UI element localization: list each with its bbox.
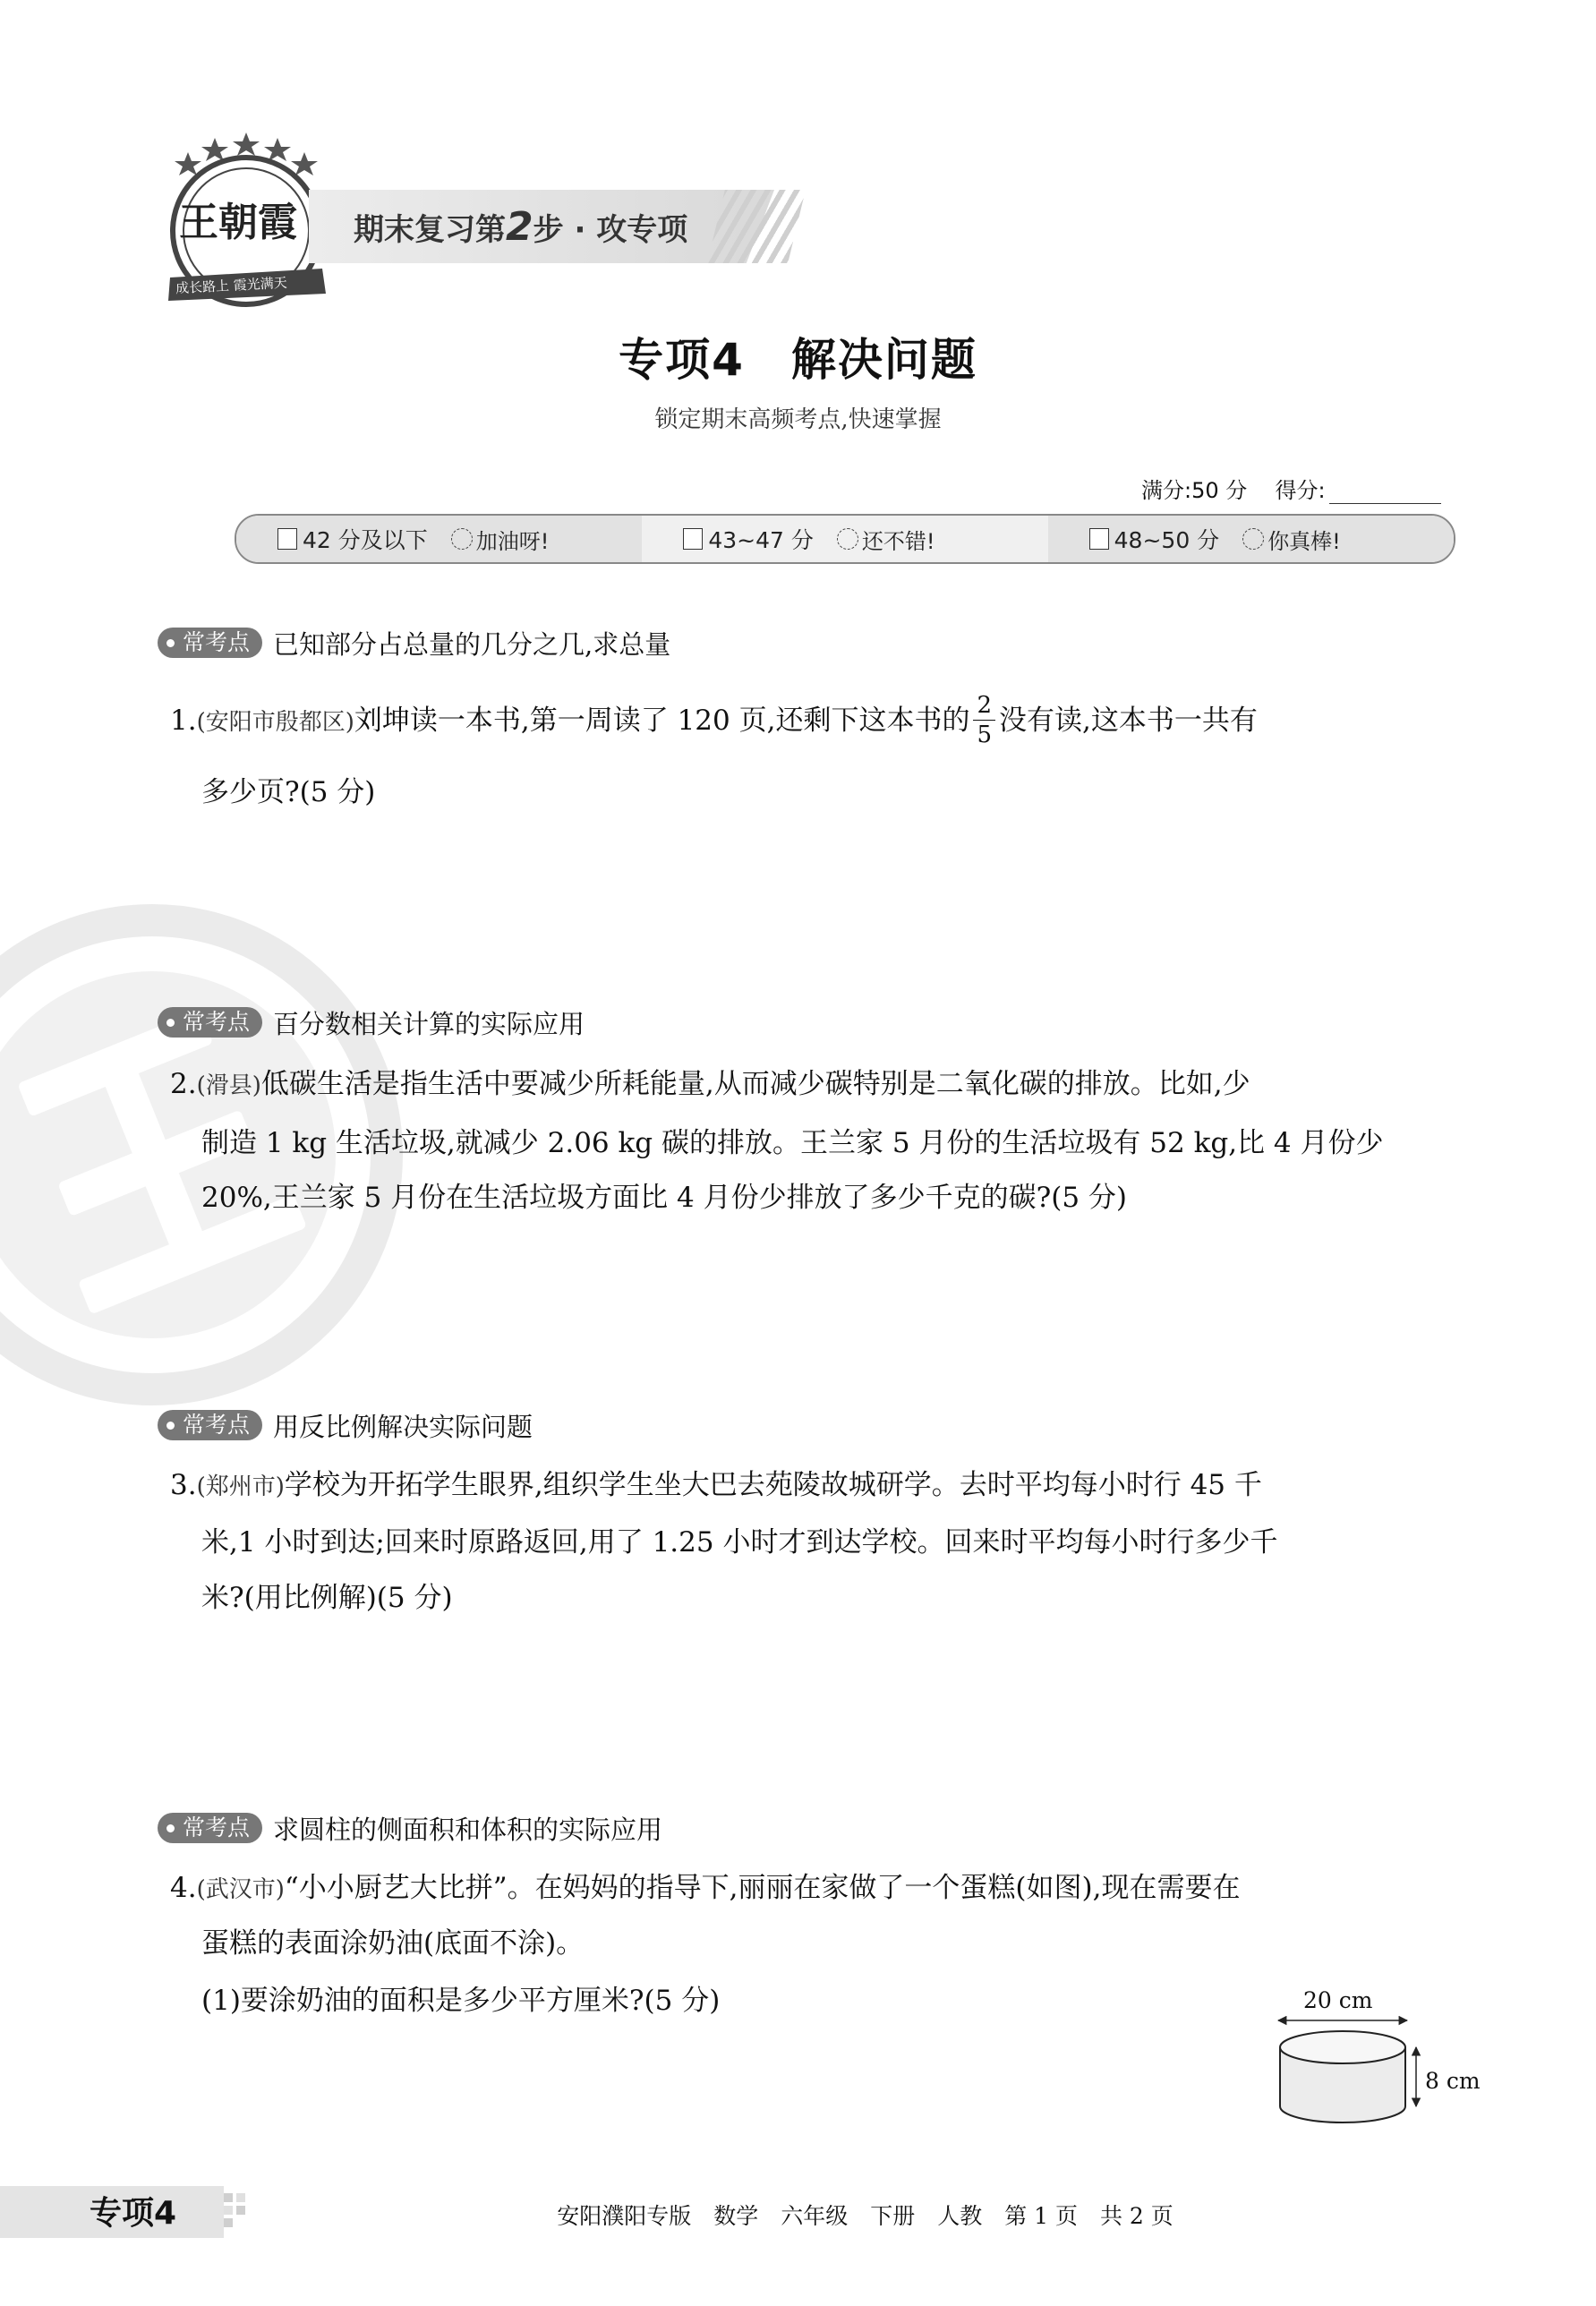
question-number: 1. (170, 705, 197, 737)
question-2-line-1 (170, 1055, 1250, 1115)
step-number: 2 (506, 204, 533, 250)
page-subtitle: 锁定期末高频考点,快速掌握 (654, 406, 942, 433)
question-source: (滑县) (196, 1072, 261, 1099)
footer-info: 安阳濮阳专版 数学 六年级 下册 人教 第 1 页 共 2 页 (557, 2203, 1174, 2229)
question-source: (安阳市殷都区) (196, 709, 354, 736)
fraction-numerator: 2 (973, 691, 995, 721)
question-2-line-2: 制造 1 kg 生活垃圾,就减少 2.06 kg 碳的排放。王兰家 5 月份的生活垃圾有 52 kg,比 4 月份少 (201, 1127, 1384, 1159)
topic-text: 求圆柱的侧面积和体积的实际应用 (273, 1814, 663, 1845)
logo-slogan: 成长路上 霞光满天 (175, 274, 288, 297)
question-4-line-1 (170, 1858, 1240, 1919)
question-4-line-2: 蛋糕的表面涂奶油(底面不涂)。 (201, 1927, 585, 1960)
full-score-label: 满分:50 分 (1141, 478, 1248, 503)
question-source: (武汉市) (196, 1876, 285, 1903)
topic-tag-3 (158, 1409, 533, 1441)
rating-range: 48~50 分 (1114, 527, 1220, 553)
page-title: 专项4 解决问题 (619, 334, 977, 386)
step-suffix: 步 · 攻专项 (533, 212, 688, 248)
score-blank[interactable] (1329, 480, 1441, 504)
cylinder-top (1280, 2031, 1405, 2063)
question-number: 4. (170, 1872, 197, 1904)
question-text: “小小厨艺大比拼”。在妈妈的指导下,丽丽在家做了一个蛋糕(如图),现在需要在 (284, 1872, 1241, 1904)
score-line (1141, 473, 1441, 504)
rating-range: 42 分及以下 (303, 527, 428, 553)
footer-section-label: 专项4 (90, 2195, 177, 2232)
topic-tag-1 (158, 627, 670, 659)
question-text: 低碳生活是指生活中要减少所耗能量,从而减少碳特别是二氧化碳的排放。比如,少 (260, 1068, 1250, 1100)
header-step-text (354, 204, 687, 250)
question-3-line-1 (170, 1456, 1262, 1516)
rating-item-2 (642, 516, 1047, 562)
question-1-line-2: 多少页?(5 分) (201, 776, 376, 808)
step-prefix: 期末复习第 (354, 212, 506, 248)
rating-item-1 (236, 516, 642, 562)
question-source: (郑州市) (196, 1473, 285, 1500)
rating-cheer: 还不错! (861, 528, 935, 554)
rating-bar (235, 514, 1455, 564)
tag-pill: 常考点 (158, 1007, 262, 1038)
topic-tag-4 (158, 1812, 662, 1844)
question-number: 3. (170, 1469, 197, 1501)
smiley-icon (837, 528, 858, 550)
question-4-sub-1: (1)要涂奶油的面积是多少平方厘米?(5 分) (201, 1985, 721, 2017)
question-number: 2. (170, 1068, 197, 1100)
topic-tag-2 (158, 1006, 585, 1038)
topic-text: 用反比例解决实际问题 (273, 1411, 533, 1442)
question-3-line-3: 米?(用比例解)(5 分) (201, 1582, 453, 1614)
topic-text: 百分数相关计算的实际应用 (273, 1008, 585, 1039)
rating-range: 43~47 分 (708, 527, 814, 553)
logo-name: 王朝霞 (179, 200, 297, 245)
rating-cheer: 你真棒! (1267, 528, 1341, 554)
diameter-label: 20 cm (1303, 1987, 1373, 2013)
rating-checkbox[interactable] (683, 528, 703, 550)
rating-checkbox[interactable] (277, 528, 297, 550)
rating-item-3 (1048, 516, 1454, 562)
rating-checkbox[interactable] (1089, 528, 1109, 550)
height-label: 8 cm (1425, 2068, 1481, 2094)
cake-cylinder-figure (1253, 1974, 1504, 2135)
smiley-icon (1242, 528, 1264, 550)
question-1-line-1 (170, 691, 1258, 752)
smiley-icon (451, 528, 473, 550)
fraction-denominator: 5 (977, 722, 993, 748)
got-score-label: 得分: (1275, 478, 1326, 503)
rating-cheer: 加油呀! (475, 528, 550, 554)
question-3-line-2: 米,1 小时到达;回来时原路返回,用了 1.25 小时才到达学校。回来时平均每小时行多少千 (201, 1526, 1278, 1559)
question-text: 学校为开拓学生眼界,组织学生坐大巴去苑陵故城研学。去时平均每小时行 45 千 (284, 1469, 1262, 1501)
question-text: 刘坤读一本书,第一周读了 120 页,还剩下这本书的 (354, 705, 970, 737)
question-text: 没有读,这本书一共有 (999, 705, 1258, 737)
fraction (973, 691, 995, 749)
tag-pill: 常考点 (158, 1410, 262, 1440)
question-2-line-3: 20%,王兰家 5 月份在生活垃圾方面比 4 月份少排放了多少千克的碳?(5 分) (201, 1182, 1128, 1214)
tag-pill: 常考点 (158, 1813, 262, 1843)
topic-text: 已知部分占总量的几分之几,求总量 (273, 628, 671, 660)
tag-pill: 常考点 (158, 628, 262, 658)
